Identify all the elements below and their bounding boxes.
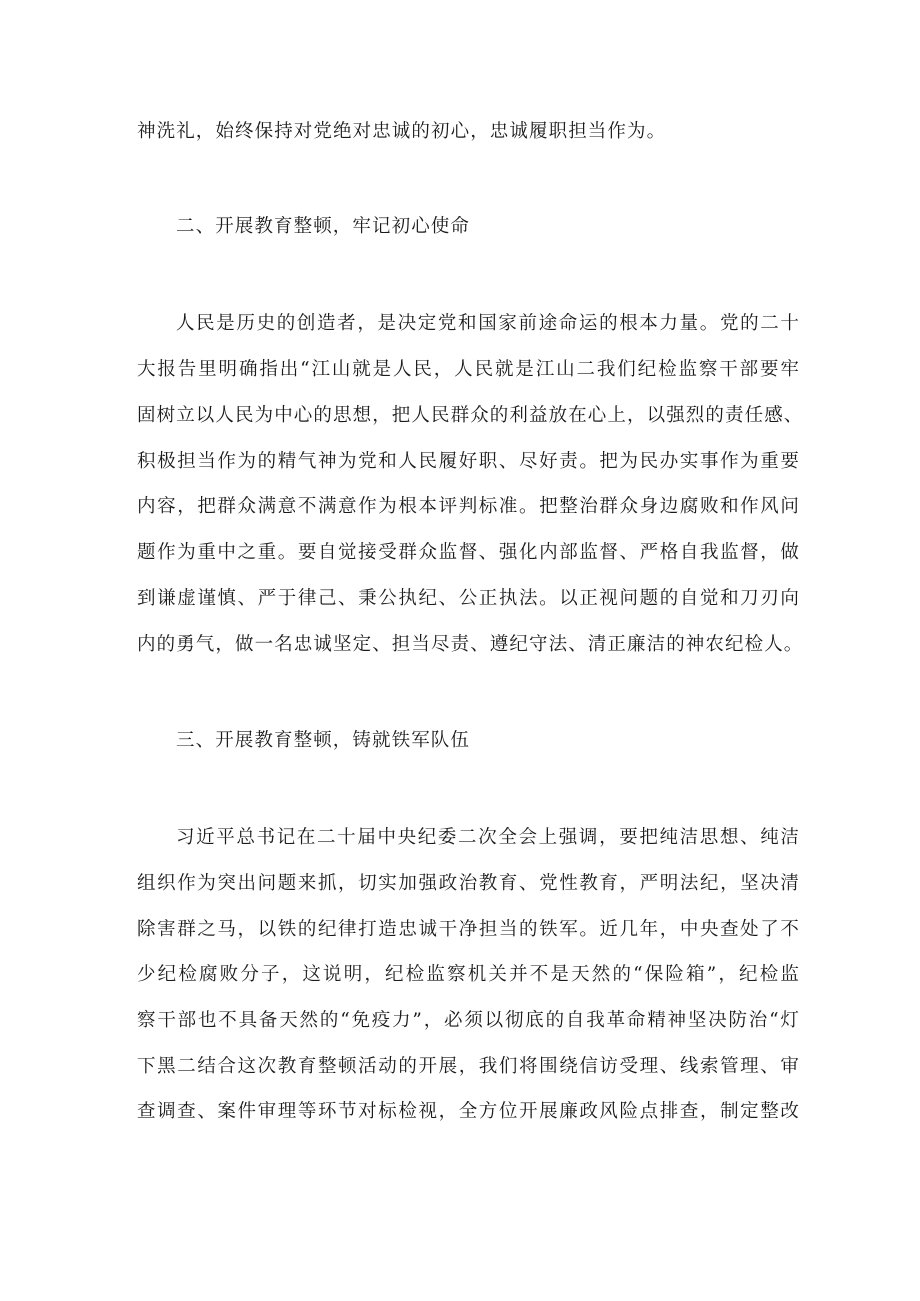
section-3-heading: 三、开展教育整顿，铸就铁军队伍	[176, 730, 471, 751]
paragraph-line: 组织作为突出问题来抓，切实加强政治教育、党性教育，严明法纪，坚决清	[137, 873, 800, 894]
paragraph-line: 积极担当作为的精气神为党和人民履好职、尽好责。把为民办实事作为重要	[137, 451, 800, 472]
paragraph-line: 大报告里明确指出“江山就是人民，人民就是江山二我们纪检监察干部要牢	[137, 359, 800, 380]
continuation-line: 神洗礼，始终保持对党绝对忠诚的初心，忠诚履职担当作为。	[137, 121, 667, 142]
section-2-heading: 二、开展教育整顿，牢记初心使命	[176, 216, 471, 237]
paragraph-line: 人民是历史的创造者，是决定党和国家前途命运的根本力量。党的二十	[176, 313, 800, 334]
paragraph-line: 察干部也不具备天然的“免疫力”，必须以彻底的自我革命精神坚决防治“灯	[137, 1010, 800, 1031]
paragraph-line: 内的勇气，做一名忠诚坚定、担当尽责、遵纪守法、清正廉洁的神农纪检人。	[137, 634, 804, 655]
paragraph-line: 到谦虚谨慎、严于律己、秉公执纪、公正执法。以正视问题的自觉和刀刃向	[137, 588, 800, 609]
paragraph-line: 除害群之马，以铁的纪律打造忠诚干净担当的铁军。近几年，中央查处了不	[137, 919, 800, 940]
paragraph-line: 少纪检腐败分子，这说明，纪检监察机关并不是天然的“保险箱”，纪检监	[137, 964, 800, 985]
paragraph-line: 题作为重中之重。要自觉接受群众监督、强化内部监督、严格自我监督，做	[137, 542, 800, 563]
paragraph-line: 固树立以人民为中心的思想，把人民群众的利益放在心上，以强烈的责任感、	[137, 405, 804, 426]
paragraph-line: 习近平总书记在二十届中央纪委二次全会上强调，要把纯洁思想、纯洁	[176, 827, 800, 848]
paragraph-line: 查调查、案件审理等环节对标检视，全方位开展廉政风险点排查，制定整改	[137, 1101, 800, 1122]
paragraph-line: 下黑二结合这次教育整顿活动的开展，我们将围绕信访受理、线索管理、审	[137, 1056, 800, 1077]
paragraph-line: 内容，把群众满意不满意作为根本评判标准。把整治群众身边腐败和作风问	[137, 496, 800, 517]
